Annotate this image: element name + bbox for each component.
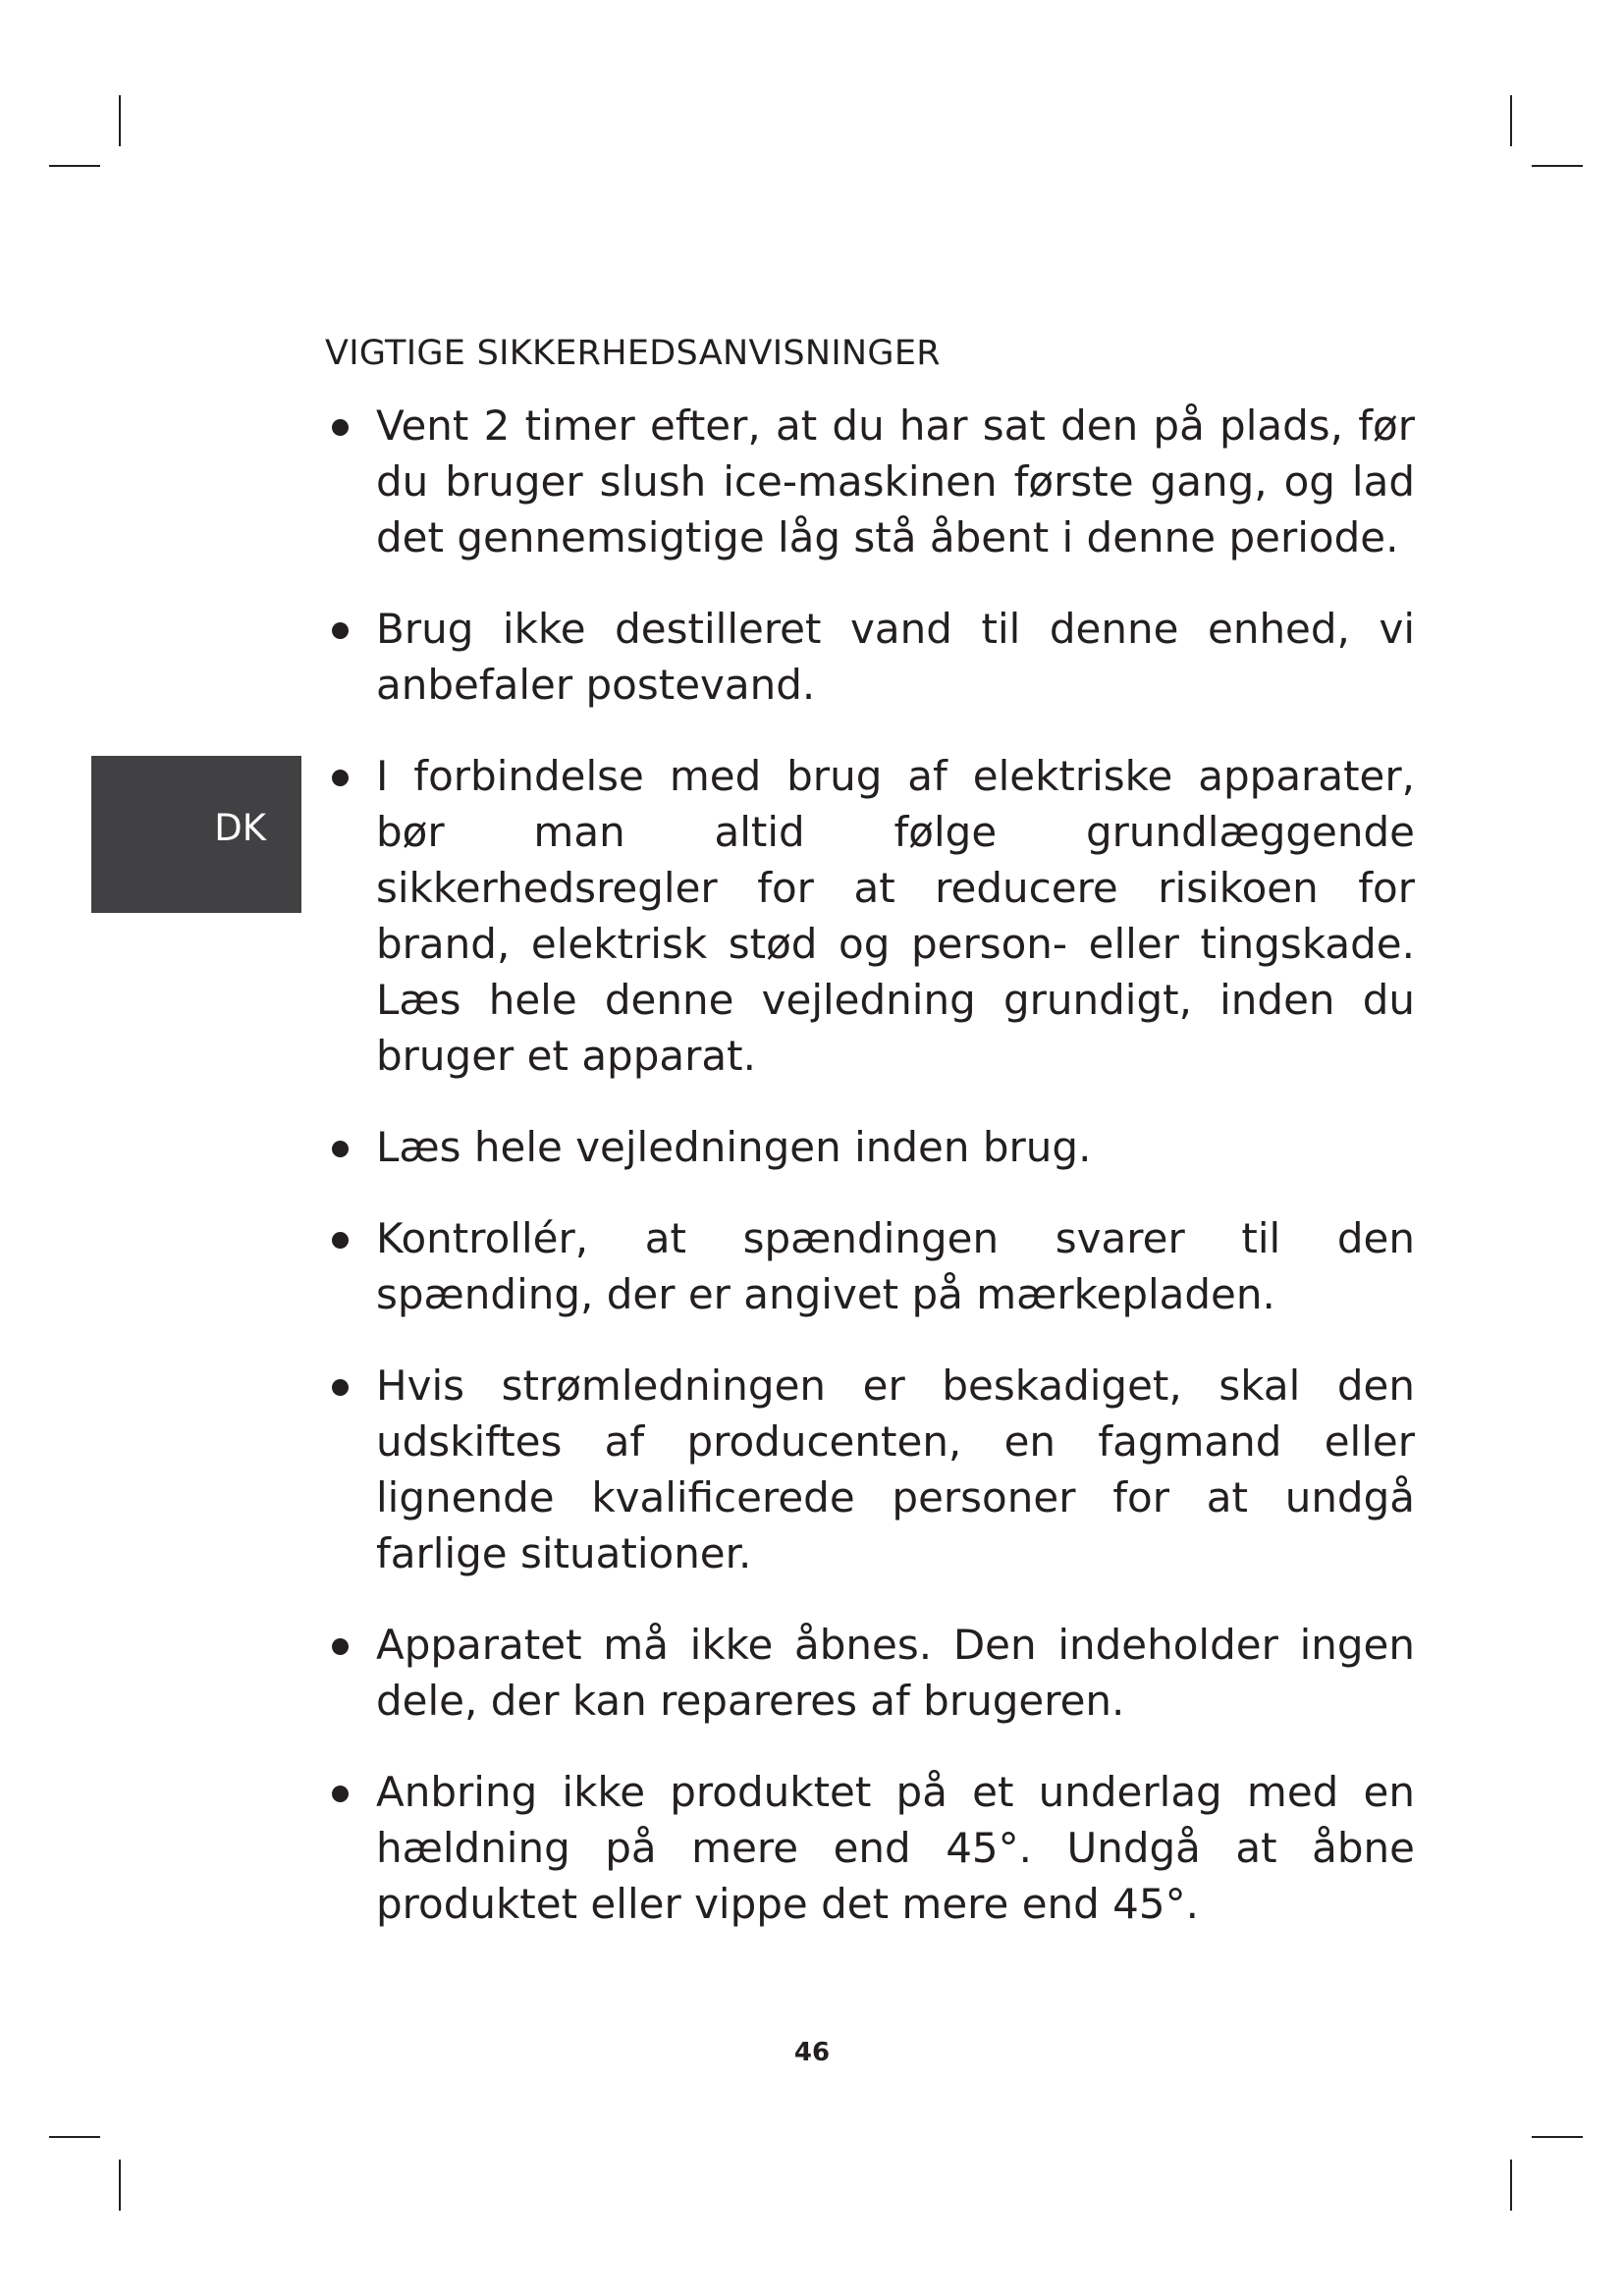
list-item-text: I forbindelse med brug af elektriske apparater, bør man altid følge grundlæggende sikkerhedsregler for at reducere risikoen for brand, elektrisk stød og person- eller tingskade. Læs hele denne vejledning grundigt, inden du bruger et apparat. <box>376 752 1415 1080</box>
crop-mark-top-right-vertical <box>1510 95 1512 146</box>
bullet-icon <box>332 1638 349 1655</box>
crop-mark-top-right-horizontal <box>1532 165 1583 167</box>
bullet-icon <box>332 770 349 786</box>
bullet-icon <box>332 622 349 639</box>
bullet-icon <box>332 1786 349 1802</box>
list-item-text: Kontrollér, at spændingen svarer til den spænding, der er angivet på mærkepladen. <box>376 1214 1415 1318</box>
list-item-text: Anbring ikke produktet på et underlag med en hældning på mere end 45°. Undgå at åbne produktet eller vippe det mere end 45°. <box>376 1768 1415 1928</box>
bullet-icon <box>332 1232 349 1249</box>
bullet-icon <box>332 419 349 436</box>
bullet-icon <box>332 1141 349 1157</box>
crop-mark-bottom-right-vertical <box>1510 2160 1512 2211</box>
list-item <box>325 1764 1415 1932</box>
bullet-icon <box>332 1379 349 1396</box>
crop-mark-top-left-horizontal <box>49 165 100 167</box>
crop-mark-bottom-right-horizontal <box>1532 2136 1583 2138</box>
list-item <box>325 1358 1415 1581</box>
list-item-text: Apparatet må ikke åbnes. Den indeholder ingen dele, der kan repareres af brugeren. <box>376 1621 1415 1725</box>
crop-mark-bottom-left-horizontal <box>49 2136 100 2138</box>
language-tab <box>91 756 301 913</box>
list-item-text: Læs hele vejledningen inden brug. <box>376 1123 1092 1171</box>
list-item-text: Brug ikke destilleret vand til denne enhed, vi anbefaler postevand. <box>376 605 1415 709</box>
language-tab-label: DK <box>214 806 266 849</box>
list-item <box>325 1617 1415 1729</box>
list-item-text: Hvis strømledningen er beskadiget, skal den udskiftes af producenten, en fagmand eller lignende kvalificerede personer for at undgå farlige situationer. <box>376 1362 1415 1577</box>
safety-instructions-list <box>325 398 1415 1967</box>
list-item <box>325 601 1415 713</box>
list-item <box>325 1119 1415 1175</box>
page-number: 46 <box>793 2038 831 2067</box>
page-title: VIGTIGE SIKKERHEDSANVISNINGER <box>325 334 941 373</box>
list-item <box>325 398 1415 565</box>
crop-mark-top-left-vertical <box>119 95 121 146</box>
list-item-text: Vent 2 timer efter, at du har sat den på plads, før du bruger slush ice-maskinen første gang, og lad det gennemsigtige låg stå åbent i denne periode. <box>376 401 1415 561</box>
list-item <box>325 1210 1415 1322</box>
crop-mark-bottom-left-vertical <box>119 2160 121 2211</box>
list-item <box>325 748 1415 1084</box>
